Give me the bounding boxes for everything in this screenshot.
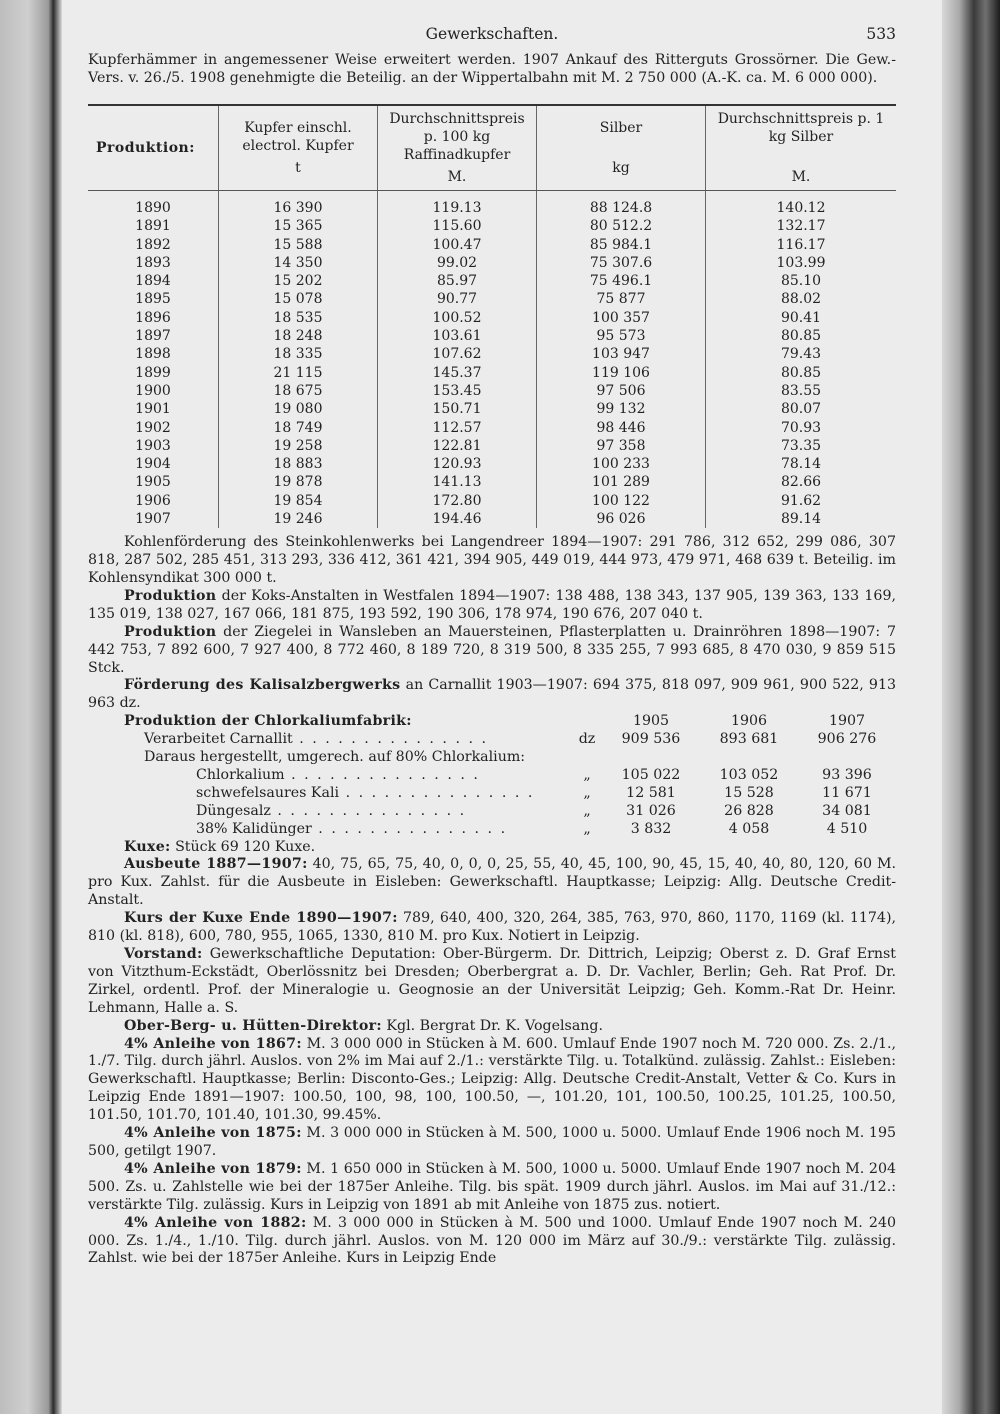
chlor-item-value: 11 671 [822,784,872,801]
cell-copper: 18 248 [219,327,378,345]
anleihe-1875-paragraph [88,1125,896,1161]
direktor-label: Ober-Berg- u. Hütten-Direktor: [124,1017,382,1034]
cell-copper: 15 078 [219,290,378,308]
table-row [88,418,896,436]
cell-avg-copper: 194.46 [378,510,537,528]
cell-copper: 15 588 [219,235,378,253]
chlor-processed-1906: 893 681 [719,731,779,748]
direktor-paragraph [88,1018,896,1036]
col-avg-copper-unit: M. [447,168,467,185]
cell-avg-copper: 85.97 [378,272,537,290]
chlor-item-unit: „ [583,820,591,837]
table-row [88,345,896,363]
cell-avg-copper: 119.13 [378,199,537,217]
kuxe-paragraph [88,839,896,857]
cell-copper: 15 365 [219,217,378,235]
chlor-item-row [88,803,896,821]
cell-copper: 19 854 [219,492,378,510]
production-table [88,106,896,528]
table-row [88,510,896,528]
col-avg-silver [706,106,897,191]
chlor-year-1905: 1905 [632,713,670,730]
cell-avg-silver: 80.07 [706,400,897,418]
table-row [88,400,896,418]
cell-silver: 98 446 [537,418,706,436]
ausbeute-text: 40, 75, 65, 75, 40, 0, 0, 0, 25, 55, 40, 45, 100, 90, 45, 15, 40, 40, 80, 120, 60 M. pro Kux. Zahlst. für die Ausbeute in Eisleben: Gewerkschaftl. Hauptkasse; Leipzig: Allg. Deutsche Credit-Anstalt. [88,856,896,909]
kurs-label: Kurs der Kuxe Ende 1890—1907: [124,910,398,927]
cell-copper: 19 246 [219,510,378,528]
chlor-item-value: 4 058 [728,820,770,837]
cell-copper: 18 675 [219,382,378,400]
chlor-processed-1905: 909 536 [621,731,681,748]
col-silver-unit: kg [612,159,630,176]
chlor-item-row [88,785,896,803]
cell-copper: 14 350 [219,254,378,272]
cell-avg-silver: 140.12 [706,199,897,217]
chlor-item-value: 3 832 [630,820,672,837]
cell-copper: 21 115 [219,363,378,381]
cell-silver: 80 512.2 [537,217,706,235]
col-silver-label: Silber [599,119,643,136]
table-header-row [88,106,896,191]
cell-avg-silver: 85.10 [706,272,897,290]
intro-paragraph: Kupferhämmer in angemessener Weise erweitert werden. 1907 Ankauf des Ritterguts Grossörner. Die Gew.-Vers. v. 26./5. 1908 genehmigte die Beteilig. an der Wippertalbahn mit M. 2 750 000 (A.-K. ca. M. 6 000 000). [88,52,896,86]
ausbeute-label: Ausbeute 1887—1907: [124,856,308,873]
cell-year: 1907 [135,511,171,527]
ausbeute-paragraph [88,856,896,910]
table-row [88,309,896,327]
chlor-year-1906: 1906 [730,713,768,730]
col-copper [219,106,378,191]
cell-avg-copper: 141.13 [378,473,537,491]
cell-silver: 103 947 [537,345,706,363]
chlor-item-value: 15 528 [724,784,774,801]
chlor-item-label: 38% Kalidünger [196,820,312,837]
running-title: Gewerkschaften. [425,25,559,43]
cell-silver: 95 573 [537,327,706,345]
cell-silver: 97 506 [537,382,706,400]
table-row [88,199,896,217]
cell-year: 1897 [135,328,171,345]
col-avg-copper [378,106,537,191]
col-copper-label: Kupfer einschl. electrol. Kupfer [242,119,354,154]
cell-silver: 88 124.8 [537,199,706,217]
cell-silver: 100 357 [537,309,706,327]
anleihe-1879-label: 4% Anleihe von 1879: [124,1160,302,1177]
cell-avg-copper: 100.52 [378,309,537,327]
potash-paragraph [88,677,896,713]
cell-year: 1901 [135,401,171,418]
cell-avg-copper: 103.61 [378,327,537,345]
col-avg-copper-label: Durchschnittspreis p. 100 kg Raffinadkupfer [389,110,525,163]
page-header [88,26,896,52]
cell-avg-copper: 122.81 [378,437,537,455]
cell-avg-silver: 88.02 [706,290,897,308]
cell-year: 1905 [135,474,171,491]
table-row [88,235,896,253]
cell-avg-copper: 107.62 [378,345,537,363]
chlor-processed-row [88,731,896,749]
cell-silver: 101 289 [537,473,706,491]
cell-year: 1903 [135,437,171,454]
chlor-derived-label: Daraus hergestellt, umgerech. auf 80% Chlorkalium: [144,749,526,766]
chlor-item-value: 12 581 [626,784,676,801]
cell-copper: 15 202 [219,272,378,290]
production-table-body [88,190,896,528]
cell-copper: 19 258 [219,437,378,455]
cell-avg-copper: 90.77 [378,290,537,308]
kuxe-text: Stück 69 120 Kuxe. [170,838,316,855]
kuxe-label: Kuxe: [124,838,171,855]
chlor-processed-unit: dz [578,731,596,748]
chlor-title: Produktion der Chlorkaliumfabrik: [124,713,412,730]
cell-year: 1891 [135,218,171,235]
cell-year: 1904 [135,456,171,473]
table-row [88,217,896,235]
chlor-item-unit: „ [583,784,591,801]
cell-avg-copper: 153.45 [378,382,537,400]
cell-avg-copper: 172.80 [378,492,537,510]
cell-year: 1906 [135,492,171,509]
chlor-item-value: 31 026 [626,802,676,819]
coke-paragraph [88,588,896,624]
cell-silver: 85 984.1 [537,235,706,253]
cell-silver: 75 877 [537,290,706,308]
col-silver [537,106,706,191]
anleihe-1867-text: M. 3 000 000 in Stücken à M. 600. Umlauf Ende 1907 noch M. 720 000. Zs. 2./1., 1./7. Tilg. durch jährl. Auslos. von 2% im Mai auf 2./1.: verstärkte Tilg. u. Totalkünd. zulässig. Zahlst.: Eisleben: Gewerkschaftl. Hauptkasse; Berlin: Disconto-Ges.; Leipzig: Allg. Deutsche Credit-Anstalt, Vetter & Co. Kurs in Leipzig Ende 1891—1907: 100.50, 100, 98, 100, 100.50, —, 101.20, 101, 100.50, 100.25, 101.25, 100.50, 101.50, 101.70, 101.40, 101.30, 99.45%. [88,1035,896,1124]
cell-avg-copper: 120.93 [378,455,537,473]
table-row [88,382,896,400]
chlor-item-value: 93 396 [822,766,872,783]
brick-label: Produktion [124,623,217,640]
chlor-item-value: 105 022 [621,766,681,783]
anleihe-1875-text: M. 3 000 000 in Stücken à M. 500, 1000 u. 5000. Umlauf Ende 1906 noch M. 195 500, getilgt 1907. [88,1125,896,1159]
cell-avg-silver: 78.14 [706,455,897,473]
table-row [88,473,896,491]
chlor-year-1907: 1907 [828,713,866,730]
potash-text: an Carnallit 1903—1907: 694 375, 818 097, 909 961, 900 522, 913 963 dz. [88,677,897,712]
cell-year: 1898 [135,346,171,363]
vorstand-paragraph [88,946,896,1018]
table-row [88,254,896,272]
cell-year: 1893 [135,254,171,271]
cell-avg-silver: 116.17 [706,235,897,253]
cell-copper: 19 878 [219,473,378,491]
cell-avg-copper: 145.37 [378,363,537,381]
table-row [88,272,896,290]
col-copper-unit: t [295,159,301,176]
cell-copper: 16 390 [219,199,378,217]
cell-avg-silver: 89.14 [706,510,897,528]
cell-avg-copper: 100.47 [378,235,537,253]
page-number: 533 [866,25,896,43]
chlor-item-unit: „ [583,802,591,819]
cell-avg-copper: 150.71 [378,400,537,418]
cell-silver: 100 122 [537,492,706,510]
chlor-item-value: 34 081 [822,802,872,819]
table-row [88,290,896,308]
cell-avg-silver: 90.41 [706,309,897,327]
vorstand-text: Gewerkschaftliche Deputation: Ober-Bürgerm. Dr. Dittrich, Leipzig; Oberst z. D. Graf Ernst von Vitzthum-Eckstädt, Oberlössnitz bei Dresden; Oberbergrat a. D. Dr. Vachler, Berlin; Geh. Rat Prof. Dr. Zirkel, ordentl. Prof. der Mineralogie u. Geognosie an der Universität Leipzig; Geh. Komm.-Rat Dr. Heinr. Lehmann, Halle a. S. [88,946,896,1016]
cell-avg-silver: 70.93 [706,418,897,436]
chlor-item-value: 26 828 [724,802,774,819]
chlor-item-row [88,821,896,839]
brick-paragraph [88,624,896,678]
kurs-paragraph [88,910,896,946]
cell-silver: 96 026 [537,510,706,528]
cell-avg-silver: 80.85 [706,363,897,381]
vorstand-label: Vorstand: [124,946,203,962]
chlor-item-label: Düngesalz [196,802,271,819]
cell-avg-copper: 99.02 [378,254,537,272]
cell-year: 1899 [135,364,171,381]
cell-year: 1902 [135,419,171,436]
col-production: Produktion: [88,106,219,191]
anleihe-1867-label: 4% Anleihe von 1867: [124,1035,302,1052]
chlor-item-value: 103 052 [719,766,779,783]
chlorkalium-table [88,713,896,838]
document-page [88,26,896,1268]
cell-year: 1895 [135,291,171,308]
cell-avg-copper: 115.60 [378,217,537,235]
cell-copper: 18 749 [219,418,378,436]
col-avg-silver-label: Durchschnittspreis p. 1 kg Silber [717,110,885,145]
chlor-derived-row [88,749,896,767]
cell-avg-silver: 82.66 [706,473,897,491]
cell-avg-silver: 79.43 [706,345,897,363]
cell-silver: 75 307.6 [537,254,706,272]
cell-avg-silver: 80.85 [706,327,897,345]
cell-copper: 18 535 [219,309,378,327]
left-page-edge [0,0,62,1414]
chlor-processed-label: Verarbeitet Carnallit [144,731,293,748]
cell-year: 1892 [135,236,171,253]
cell-year: 1890 [135,199,171,216]
anleihe-1882-text: M. 3 000 000 in Stücken à M. 500 und 1000. Umlauf Ende 1907 noch M. 240 000. Zs. 1./4., 1./10. Tilg. durch jährl. Auslos. von M. 120 000 im März auf 30./9.: verstärkte Tilg. zulässig. Zahlst. wie bei der 1875er Anleihe. Kurs in Leipzig Ende [88,1214,897,1267]
cell-year: 1900 [135,382,171,399]
cell-copper: 18 883 [219,455,378,473]
table-row [88,455,896,473]
chlor-item-unit: „ [583,766,591,783]
anleihe-1882-label: 4% Anleihe von 1882: [124,1214,307,1231]
table-row [88,437,896,455]
cell-silver: 75 496.1 [537,272,706,290]
anleihe-1875-label: 4% Anleihe von 1875: [124,1125,302,1142]
table-row [88,327,896,345]
cell-silver: 97 358 [537,437,706,455]
potash-label: Förderung des Kalisalzbergwerks [124,677,401,694]
table-row [88,363,896,381]
cell-avg-silver: 132.17 [706,217,897,235]
cell-avg-silver: 103.99 [706,254,897,272]
chlor-item-row [88,767,896,785]
anleihe-1867-paragraph [88,1036,896,1126]
right-page-edge [942,0,1000,1414]
cell-avg-copper: 112.57 [378,418,537,436]
cell-silver: 119 106 [537,363,706,381]
coal-paragraph: Kohlenförderung des Steinkohlenwerks bei Langendreer 1894—1907: 291 786, 312 652, 299 086, 307 818, 287 502, 285 451, 313 293, 336 412, 361 421, 394 905, 449 019, 444 973, 479 971, 468 639 t. Beteilig. im Kohlensyndikat 300 000 t. [88,534,896,586]
col-avg-silver-unit: M. [791,168,811,185]
cell-silver: 99 132 [537,400,706,418]
chlor-item-value: 4 510 [826,820,868,837]
cell-year: 1894 [135,273,171,290]
anleihe-1879-text: M. 1 650 000 in Stücken à M. 500, 1000 u. 5000. Umlauf Ende 1907 noch M. 204 500. Zs. u. Zahlstelle wie bei der 1875er Anleihe. Tilg. bis spät. 1909 durch jährl. Auslos. im Mai auf 31./12.: verstärkte Tilg. zulässig. Kurs in Leipzig von 1891 ab mit Anleihe von 1875 zus. notiert. [88,1160,896,1213]
chlor-item-label: Chlorkalium [196,766,285,783]
kurs-text: 789, 640, 400, 320, 264, 385, 763, 970, 860, 1170, 1169 (kl. 1174), 810 (kl. 818), 600, 780, 955, 1065, 1330, 810 M. pro Kux. Notiert in Leipzig. [88,910,897,945]
anleihe-1879-paragraph [88,1161,896,1215]
cell-copper: 19 080 [219,400,378,418]
table-row [88,492,896,510]
cell-silver: 100 233 [537,455,706,473]
cell-avg-silver: 83.55 [706,382,897,400]
coke-text: der Koks-Anstalten in Westfalen 1894—1907: 138 488, 138 343, 137 905, 139 363, 133 169, 135 019, 138 027, 167 066, 181 875, 193 592, 190 306, 178 974, 190 676, 207 040 t. [88,587,896,622]
cell-year: 1896 [135,309,171,326]
cell-avg-silver: 73.35 [706,437,897,455]
chlor-item-label: schwefelsaures Kali [196,784,340,801]
cell-copper: 18 335 [219,345,378,363]
cell-avg-silver: 91.62 [706,492,897,510]
brick-text: der Ziegelei in Wansleben an Mauersteinen, Pflasterplatten u. Drainröhren 1898—1907: 7 442 753, 7 892 600, 7 927 400, 8 772 460, 8 189 720, 8 319 500, 8 335 255, 7 993 685, 8 470 030, 9 859 515 Stck. [88,623,896,676]
anleihe-1882-paragraph [88,1215,896,1269]
direktor-text: Kgl. Bergrat Dr. K. Vogelsang. [381,1017,604,1034]
coke-label: Produktion [124,587,217,604]
chlor-processed-1907: 906 276 [817,731,877,748]
chlor-title-row [88,713,896,731]
